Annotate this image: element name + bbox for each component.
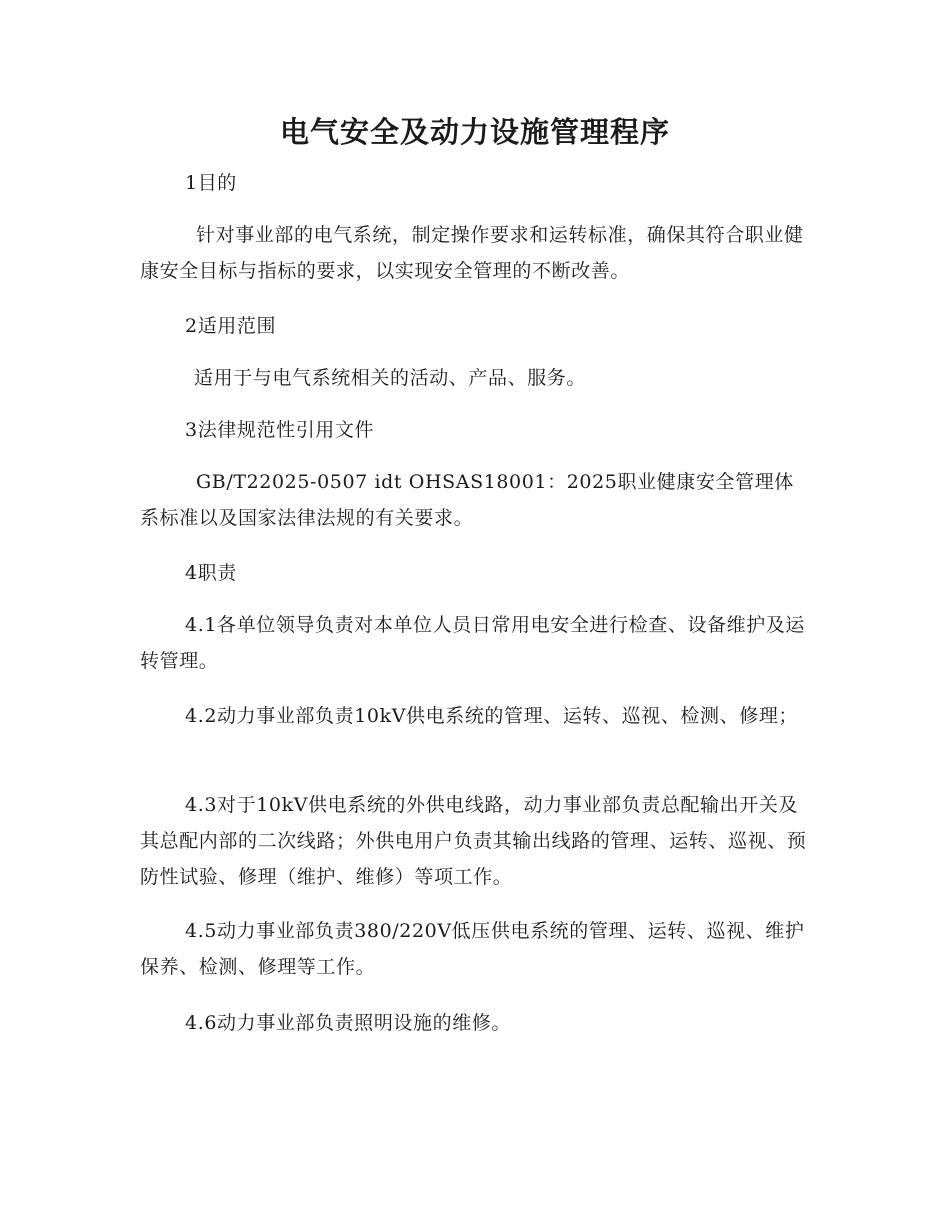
paragraph-references: GB/T22025-0507 idt OHSAS18001：2025职业健康安全管理体系标准以及国家法律法规的有关要求。 [140,471,794,529]
section-heading-duties: 4职责 [185,562,237,584]
duty-item-4-1: 4.1各单位领导负责对本单位人员日常用电安全进行检查、设备维护及运转管理。 [140,614,806,672]
section-heading-purpose: 1目的 [185,172,237,194]
section-heading-scope: 2适用范围 [185,315,277,337]
duty-item-4-2: 4.2动力事业部负责10kV供电系统的管理、运转、巡视、检测、修理； [185,705,799,727]
section-heading-references: 3法律规范性引用文件 [185,419,375,441]
paragraph-purpose: 针对事业部的电气系统，制定操作要求和运转标准，确保其符合职业健康安全目标与指标的要求，以实现安全管理的不断改善。 [140,224,804,282]
duty-item-4-5: 4.5动力事业部负责380/220V低压供电系统的管理、运转、巡视、维护保养、检测、修理等工作。 [140,920,805,978]
paragraph-scope: 适用于与电气系统相关的活动、产品、服务。 [194,367,587,389]
duty-item-4-6: 4.6动力事业部负责照明设施的维修。 [185,1012,512,1034]
duty-item-4-3: 4.3对于10kV供电系统的外供电线路，动力事业部负责总配输出开关及其总配内部的二次线路；外供电用户负责其输出线路的管理、运转、巡视、预防性试验、修理（维护、维修）等项工作。 [140,794,807,888]
document-title: 电气安全及动力设施管理程序 [279,115,670,149]
